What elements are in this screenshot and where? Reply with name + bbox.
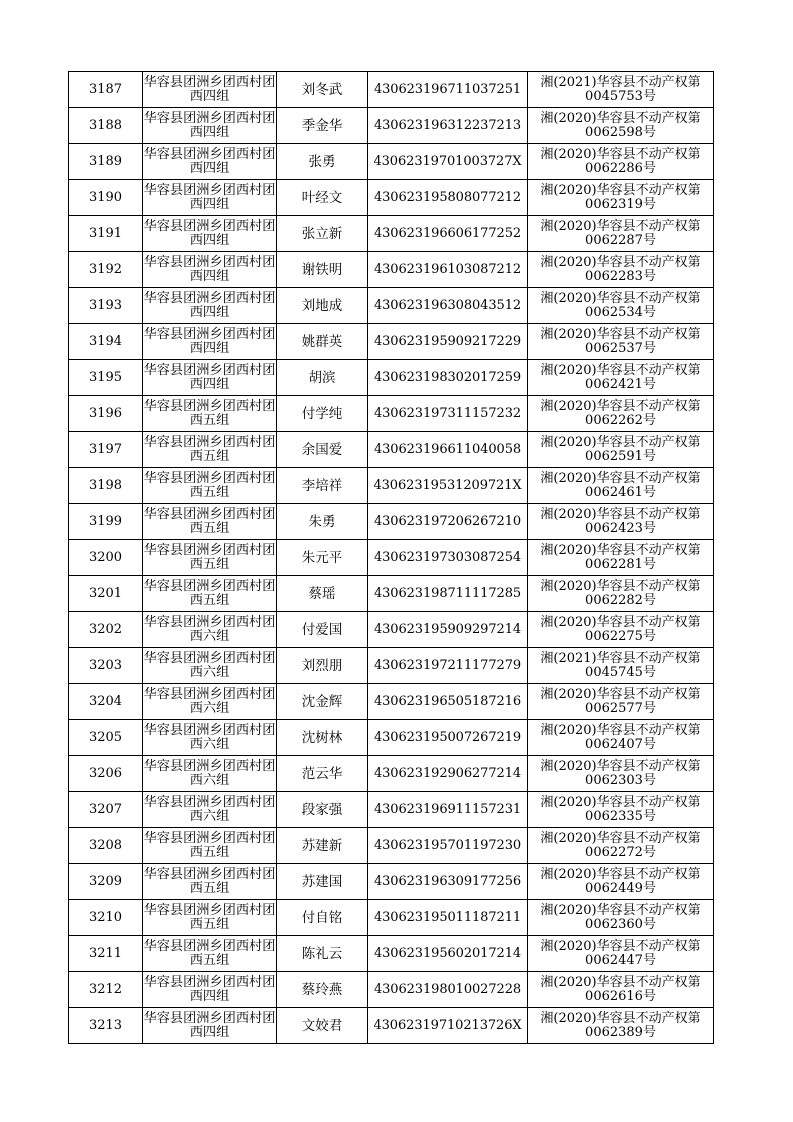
row-number: 3198	[69, 468, 143, 504]
row-number: 3203	[69, 648, 143, 684]
owner-name-cell: 姚群英	[277, 324, 368, 360]
address-cell: 华容县团洲乡团西村团西五组	[143, 936, 277, 972]
address-cell: 华容县团洲乡团西村团西六组	[143, 648, 277, 684]
owner-name-cell: 张立新	[277, 216, 368, 252]
row-number: 3197	[69, 432, 143, 468]
address-cell: 华容县团洲乡团西村团西四组	[143, 288, 277, 324]
address-cell: 华容县团洲乡团西村团西四组	[143, 324, 277, 360]
address-cell: 华容县团洲乡团西村团西五组	[143, 468, 277, 504]
id-number-cell: 43062319701003727X	[368, 144, 528, 180]
owner-name-cell: 范云华	[277, 756, 368, 792]
id-number-cell: 430623196611040058	[368, 432, 528, 468]
certificate-cell: 湘(2021)华容县不动产权第0045753号	[528, 72, 714, 108]
address-cell: 华容县团洲乡团西村团西五组	[143, 540, 277, 576]
id-number-cell: 430623196711037251	[368, 72, 528, 108]
row-number: 3202	[69, 612, 143, 648]
id-number-cell: 430623195701197230	[368, 828, 528, 864]
id-number-cell: 430623195602017214	[368, 936, 528, 972]
row-number: 3196	[69, 396, 143, 432]
certificate-cell: 湘(2020)华容县不动产权第0062335号	[528, 792, 714, 828]
row-number: 3205	[69, 720, 143, 756]
certificate-cell: 湘(2020)华容县不动产权第0062287号	[528, 216, 714, 252]
certificate-cell: 湘(2020)华容县不动产权第0062577号	[528, 684, 714, 720]
id-number-cell: 430623195808077212	[368, 180, 528, 216]
certificate-cell: 湘(2020)华容县不动产权第0062389号	[528, 1008, 714, 1044]
address-cell: 华容县团洲乡团西村团西六组	[143, 756, 277, 792]
address-cell: 华容县团洲乡团西村团西四组	[143, 252, 277, 288]
certificate-cell: 湘(2020)华容县不动产权第0062262号	[528, 396, 714, 432]
table-row	[69, 756, 714, 792]
id-number-cell: 430623197211177279	[368, 648, 528, 684]
id-number-cell: 430623197206267210	[368, 504, 528, 540]
owner-name-cell: 蔡玲燕	[277, 972, 368, 1008]
owner-name-cell: 李培祥	[277, 468, 368, 504]
row-number: 3199	[69, 504, 143, 540]
certificate-cell: 湘(2020)华容县不动产权第0062537号	[528, 324, 714, 360]
address-cell: 华容县团洲乡团西村团西四组	[143, 216, 277, 252]
row-number: 3204	[69, 684, 143, 720]
table-row	[69, 468, 714, 504]
row-number: 3194	[69, 324, 143, 360]
table-row	[69, 864, 714, 900]
owner-name-cell: 段家强	[277, 792, 368, 828]
address-cell: 华容县团洲乡团西村团西四组	[143, 72, 277, 108]
address-cell: 华容县团洲乡团西村团西四组	[143, 1008, 277, 1044]
address-cell: 华容县团洲乡团西村团西六组	[143, 612, 277, 648]
table-row	[69, 252, 714, 288]
row-number: 3208	[69, 828, 143, 864]
owner-name-cell: 叶经文	[277, 180, 368, 216]
certificate-cell: 湘(2020)华容县不动产权第0062283号	[528, 252, 714, 288]
certificate-cell: 湘(2020)华容县不动产权第0062447号	[528, 936, 714, 972]
address-cell: 华容县团洲乡团西村团西五组	[143, 396, 277, 432]
row-number: 3201	[69, 576, 143, 612]
certificate-cell: 湘(2020)华容县不动产权第0062421号	[528, 360, 714, 396]
owner-name-cell: 付学纯	[277, 396, 368, 432]
owner-name-cell: 刘冬武	[277, 72, 368, 108]
row-number: 3213	[69, 1008, 143, 1044]
owner-name-cell: 胡滨	[277, 360, 368, 396]
table-row	[69, 936, 714, 972]
owner-name-cell: 刘地成	[277, 288, 368, 324]
table-row	[69, 828, 714, 864]
address-cell: 华容县团洲乡团西村团西六组	[143, 792, 277, 828]
address-cell: 华容县团洲乡团西村团西四组	[143, 360, 277, 396]
row-number: 3191	[69, 216, 143, 252]
table-row	[69, 180, 714, 216]
owner-name-cell: 谢铁明	[277, 252, 368, 288]
table-row	[69, 972, 714, 1008]
row-number: 3195	[69, 360, 143, 396]
row-number: 3193	[69, 288, 143, 324]
owner-name-cell: 刘烈朋	[277, 648, 368, 684]
table-row	[69, 144, 714, 180]
owner-name-cell: 苏建国	[277, 864, 368, 900]
id-number-cell: 430623195007267219	[368, 720, 528, 756]
owner-name-cell: 朱勇	[277, 504, 368, 540]
row-number: 3206	[69, 756, 143, 792]
row-number: 3190	[69, 180, 143, 216]
address-cell: 华容县团洲乡团西村团西六组	[143, 684, 277, 720]
certificate-cell: 湘(2020)华容县不动产权第0062423号	[528, 504, 714, 540]
owner-name-cell: 沈树林	[277, 720, 368, 756]
table-row	[69, 360, 714, 396]
id-number-cell: 43062319710213726X	[368, 1008, 528, 1044]
table-row	[69, 432, 714, 468]
certificate-cell: 湘(2020)华容县不动产权第0062616号	[528, 972, 714, 1008]
certificate-cell: 湘(2020)华容县不动产权第0062281号	[528, 540, 714, 576]
row-number: 3207	[69, 792, 143, 828]
id-number-cell: 430623196312237213	[368, 108, 528, 144]
table-row	[69, 576, 714, 612]
owner-name-cell: 付自铭	[277, 900, 368, 936]
id-number-cell: 430623196309177256	[368, 864, 528, 900]
certificate-cell: 湘(2021)华容县不动产权第0045745号	[528, 648, 714, 684]
certificate-cell: 湘(2020)华容县不动产权第0062461号	[528, 468, 714, 504]
certificate-cell: 湘(2020)华容县不动产权第0062407号	[528, 720, 714, 756]
owner-name-cell: 文姣君	[277, 1008, 368, 1044]
table-row	[69, 288, 714, 324]
owner-name-cell: 季金华	[277, 108, 368, 144]
id-number-cell: 430623196103087212	[368, 252, 528, 288]
certificate-cell: 湘(2020)华容县不动产权第0062360号	[528, 900, 714, 936]
address-cell: 华容县团洲乡团西村团西四组	[143, 144, 277, 180]
certificate-cell: 湘(2020)华容县不动产权第0062598号	[528, 108, 714, 144]
certificate-cell: 湘(2020)华容县不动产权第0062534号	[528, 288, 714, 324]
table-row	[69, 108, 714, 144]
row-number: 3200	[69, 540, 143, 576]
owner-name-cell: 沈金辉	[277, 684, 368, 720]
address-cell: 华容县团洲乡团西村团西五组	[143, 432, 277, 468]
address-cell: 华容县团洲乡团西村团西五组	[143, 900, 277, 936]
row-number: 3189	[69, 144, 143, 180]
table-row	[69, 396, 714, 432]
row-number: 3211	[69, 936, 143, 972]
certificate-cell: 湘(2020)华容县不动产权第0062449号	[528, 864, 714, 900]
row-number: 3187	[69, 72, 143, 108]
certificate-cell: 湘(2020)华容县不动产权第0062319号	[528, 180, 714, 216]
address-cell: 华容县团洲乡团西村团西五组	[143, 504, 277, 540]
id-number-cell: 430623197311157232	[368, 396, 528, 432]
table-row	[69, 216, 714, 252]
certificate-cell: 湘(2020)华容县不动产权第0062272号	[528, 828, 714, 864]
table-row	[69, 648, 714, 684]
address-cell: 华容县团洲乡团西村团西六组	[143, 720, 277, 756]
registry-table	[68, 71, 714, 1044]
address-cell: 华容县团洲乡团西村团西五组	[143, 828, 277, 864]
table-row	[69, 540, 714, 576]
address-cell: 华容县团洲乡团西村团西四组	[143, 108, 277, 144]
certificate-cell: 湘(2020)华容县不动产权第0062286号	[528, 144, 714, 180]
owner-name-cell: 苏建新	[277, 828, 368, 864]
owner-name-cell: 张勇	[277, 144, 368, 180]
table-row	[69, 900, 714, 936]
owner-name-cell: 蔡瑶	[277, 576, 368, 612]
id-number-cell: 430623195011187211	[368, 900, 528, 936]
id-number-cell: 430623196606177252	[368, 216, 528, 252]
certificate-cell: 湘(2020)华容县不动产权第0062282号	[528, 576, 714, 612]
id-number-cell: 430623196911157231	[368, 792, 528, 828]
address-cell: 华容县团洲乡团西村团西四组	[143, 972, 277, 1008]
row-number: 3210	[69, 900, 143, 936]
owner-name-cell: 余国爱	[277, 432, 368, 468]
row-number: 3192	[69, 252, 143, 288]
id-number-cell: 430623198010027228	[368, 972, 528, 1008]
id-number-cell: 430623197303087254	[368, 540, 528, 576]
owner-name-cell: 付爱国	[277, 612, 368, 648]
table-row	[69, 612, 714, 648]
owner-name-cell: 朱元平	[277, 540, 368, 576]
row-number: 3209	[69, 864, 143, 900]
table-row	[69, 72, 714, 108]
row-number: 3188	[69, 108, 143, 144]
table-row	[69, 324, 714, 360]
registry-table-body	[69, 72, 714, 1044]
table-row	[69, 1008, 714, 1044]
owner-name-cell: 陈礼云	[277, 936, 368, 972]
id-number-cell: 43062319531209721X	[368, 468, 528, 504]
id-number-cell: 430623195909217229	[368, 324, 528, 360]
address-cell: 华容县团洲乡团西村团西五组	[143, 864, 277, 900]
certificate-cell: 湘(2020)华容县不动产权第0062275号	[528, 612, 714, 648]
certificate-cell: 湘(2020)华容县不动产权第0062591号	[528, 432, 714, 468]
table-row	[69, 720, 714, 756]
table-row	[69, 504, 714, 540]
id-number-cell: 430623196308043512	[368, 288, 528, 324]
address-cell: 华容县团洲乡团西村团西五组	[143, 576, 277, 612]
table-row	[69, 684, 714, 720]
id-number-cell: 430623195909297214	[368, 612, 528, 648]
id-number-cell: 430623192906277214	[368, 756, 528, 792]
id-number-cell: 430623198302017259	[368, 360, 528, 396]
id-number-cell: 430623196505187216	[368, 684, 528, 720]
certificate-cell: 湘(2020)华容县不动产权第0062303号	[528, 756, 714, 792]
address-cell: 华容县团洲乡团西村团西四组	[143, 180, 277, 216]
row-number: 3212	[69, 972, 143, 1008]
id-number-cell: 430623198711117285	[368, 576, 528, 612]
table-row	[69, 792, 714, 828]
